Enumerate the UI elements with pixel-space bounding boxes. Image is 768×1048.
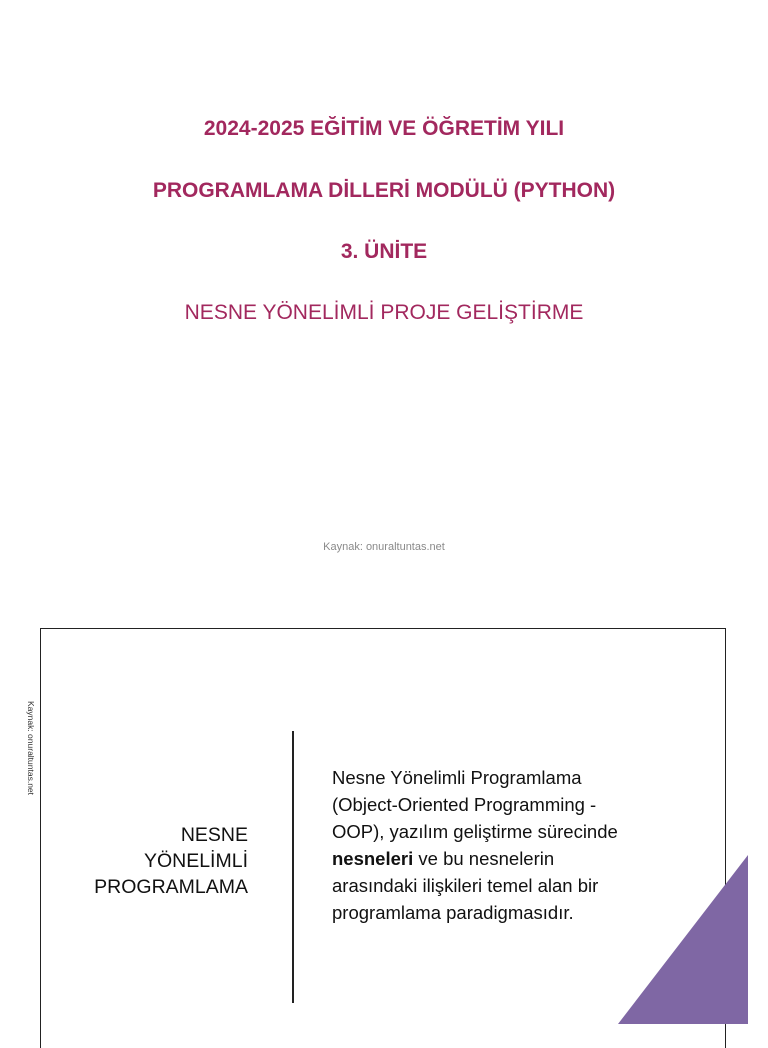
title-year: 2024-2025 EĞİTİM VE ÖĞRETİM YILI xyxy=(203,117,565,140)
title-module: PROGRAMLAMA DİLLERİ MODÜLÜ (PYTHON) xyxy=(152,179,616,202)
definition-text-end: ve bu nesnelerin arasındaki ilişkileri temel alan bir programlama paradigmasıdır. xyxy=(332,848,599,923)
vertical-divider xyxy=(292,731,294,1003)
section-heading xyxy=(40,822,248,900)
section-heading-line: YÖNELİMLİ xyxy=(143,850,248,872)
section-heading-line: PROGRAMLAMA xyxy=(94,876,248,898)
section-heading-line: NESNE xyxy=(180,824,248,846)
source-credit: Kaynak: onuraltuntas.net xyxy=(323,541,445,553)
definition-text-start: Nesne Yönelimli Programlama (Object-Oriented Programming - OOP), yazılım geliştirme sürecinde xyxy=(332,767,618,842)
definition-emphasis: nesneleri xyxy=(332,848,414,869)
title-unit: 3. ÜNİTE xyxy=(340,240,428,263)
side-source-credit: Kaynak: onuraltuntas.net xyxy=(26,700,36,796)
definition-paragraph xyxy=(332,764,632,926)
slide-subtitle: NESNE YÖNELİMLİ PROJE GELİŞTİRME xyxy=(184,301,584,324)
